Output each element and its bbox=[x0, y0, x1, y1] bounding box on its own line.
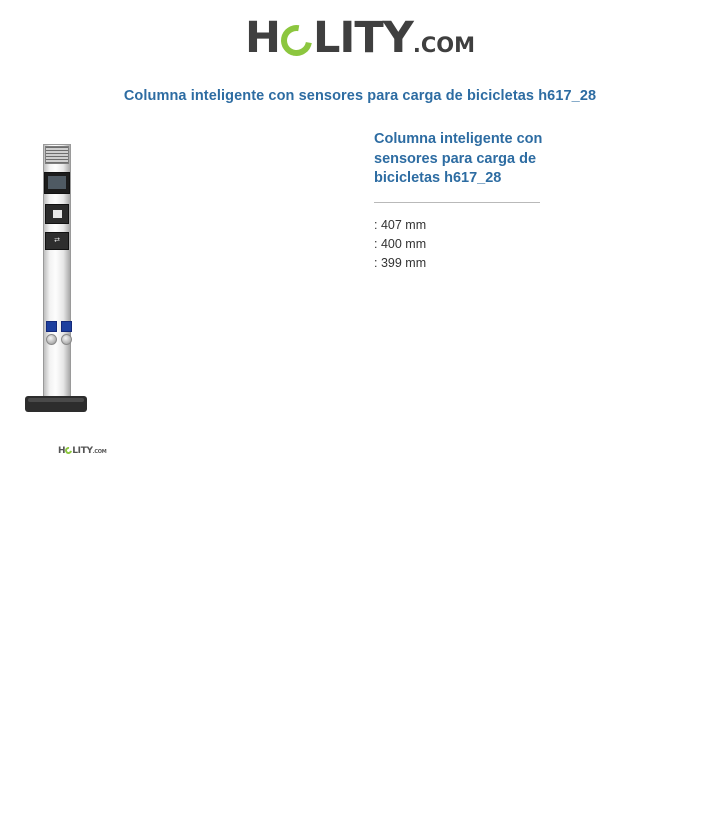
title-divider bbox=[374, 202, 540, 203]
column-display-screen bbox=[44, 172, 70, 194]
site-logo[interactable] bbox=[0, 0, 720, 69]
logo-suffix: .COM bbox=[412, 33, 475, 57]
spec-separator: : bbox=[374, 255, 378, 270]
usb-port-icon: ⇄ bbox=[45, 232, 69, 250]
spec-value: 407 mm bbox=[380, 217, 427, 232]
watermark-text-after: LITY bbox=[72, 446, 93, 456]
main-content bbox=[0, 130, 720, 550]
column-vent-icon bbox=[45, 146, 69, 164]
logo-text-after: LITY bbox=[312, 13, 413, 63]
power-socket-right bbox=[61, 321, 72, 332]
column-base bbox=[25, 396, 87, 412]
power-socket-left bbox=[46, 321, 57, 332]
logo-text-before: H bbox=[244, 13, 280, 63]
product-details-column bbox=[374, 130, 674, 273]
spec-separator: : bbox=[374, 217, 378, 232]
spec-row bbox=[374, 216, 674, 235]
logo-text bbox=[245, 13, 475, 63]
circle-logo-icon bbox=[275, 19, 318, 62]
watermark-text-before: H bbox=[58, 446, 66, 456]
spec-row bbox=[374, 235, 674, 254]
plug-outlet-right bbox=[61, 334, 72, 345]
page-title: Columna inteligente con sensores para carga de bicicletas h617_28 bbox=[123, 88, 597, 104]
plug-outlet-left bbox=[46, 334, 57, 345]
product-image-column bbox=[0, 130, 340, 460]
product-photo[interactable] bbox=[25, 144, 95, 416]
spec-value: 400 mm bbox=[380, 236, 427, 251]
watermark-suffix: .COM bbox=[92, 449, 107, 455]
spec-separator: : bbox=[374, 236, 378, 251]
column-sensor-panel bbox=[45, 204, 69, 224]
spec-list bbox=[374, 216, 674, 273]
spec-row bbox=[374, 254, 674, 273]
photo-watermark bbox=[58, 446, 106, 456]
product-name: Columna inteligente con sensores para carga de bicicletas h617_28 bbox=[374, 131, 543, 186]
logo-lockup[interactable] bbox=[245, 14, 475, 69]
spec-value: 399 mm bbox=[380, 255, 427, 270]
